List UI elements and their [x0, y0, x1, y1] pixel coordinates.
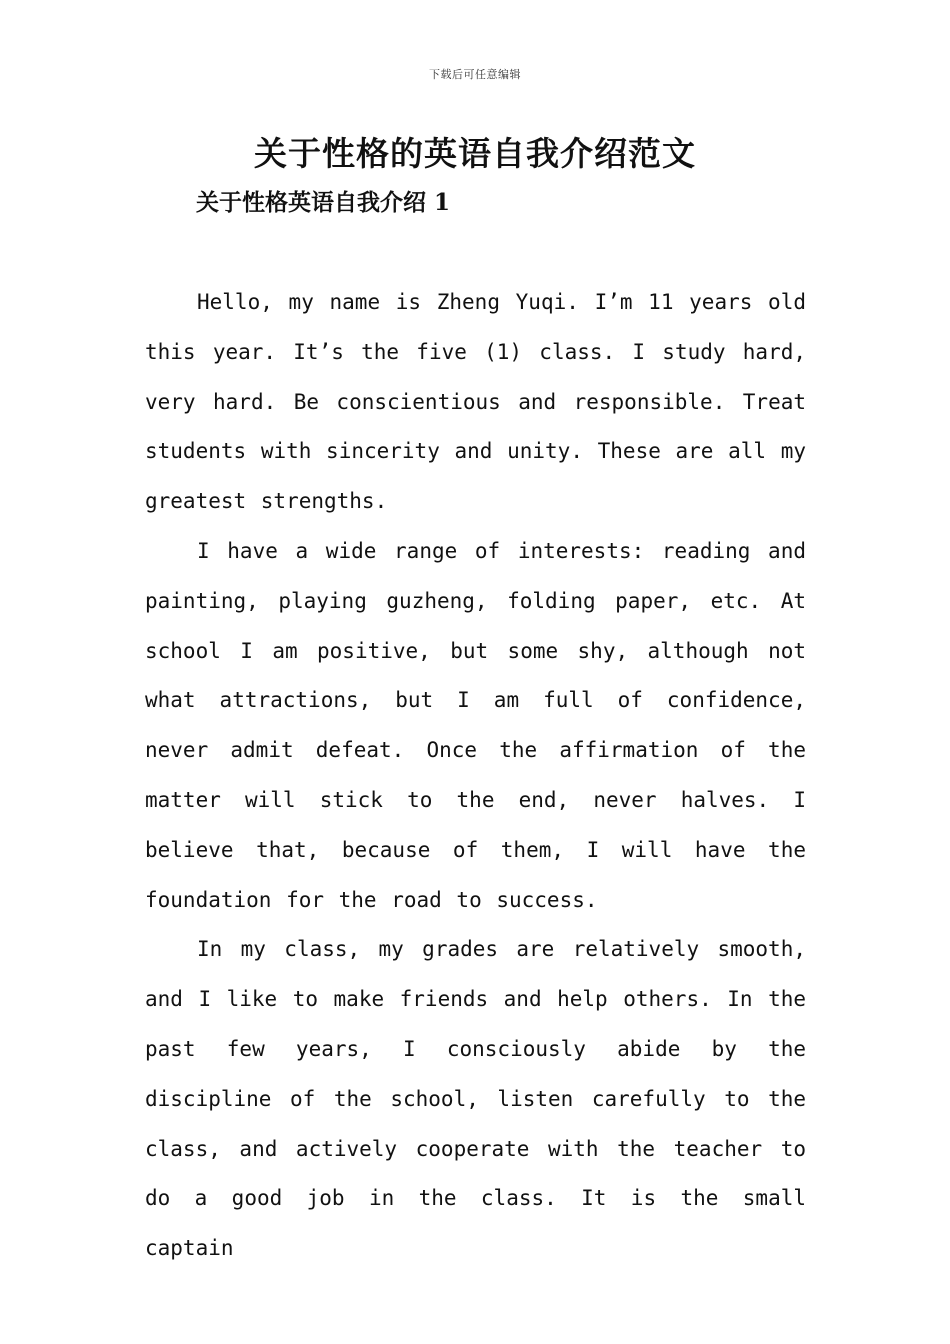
paragraph-3: In my class, my grades are relatively smooth, and I like to make friends and help others. In the past few years, I consciously abide by the discipline of the school, listen carefully to the class, and actively cooperate with the teacher to do a good job in the class. It is the small captain — [145, 937, 806, 1261]
document-title: 关于性格的英语自我介绍范文 — [254, 134, 696, 173]
section-heading: 关于性格英语自我介绍 1 — [196, 189, 451, 216]
paragraph-1: Hello, my name is Zheng Yuqi. I’m 11 years old this year. It’s the five (1) class. I study hard, very hard. Be conscientious and responsible. Treat students with sincerity and unity. These are all my greatest strengths. — [145, 290, 806, 514]
document-body — [145, 278, 806, 1274]
paragraph-2: I have a wide range of interests: reading and painting, playing guzheng, folding paper, etc. At school I am positive, but some shy, although not what attractions, but I am full of confidence, never admit defeat. Once the affirmation of the matter will stick to the end, never halves. I believe that, because of them, I will have the foundation for the road to success. — [145, 538, 806, 912]
header-note: 下载后可任意编辑 — [429, 68, 521, 81]
